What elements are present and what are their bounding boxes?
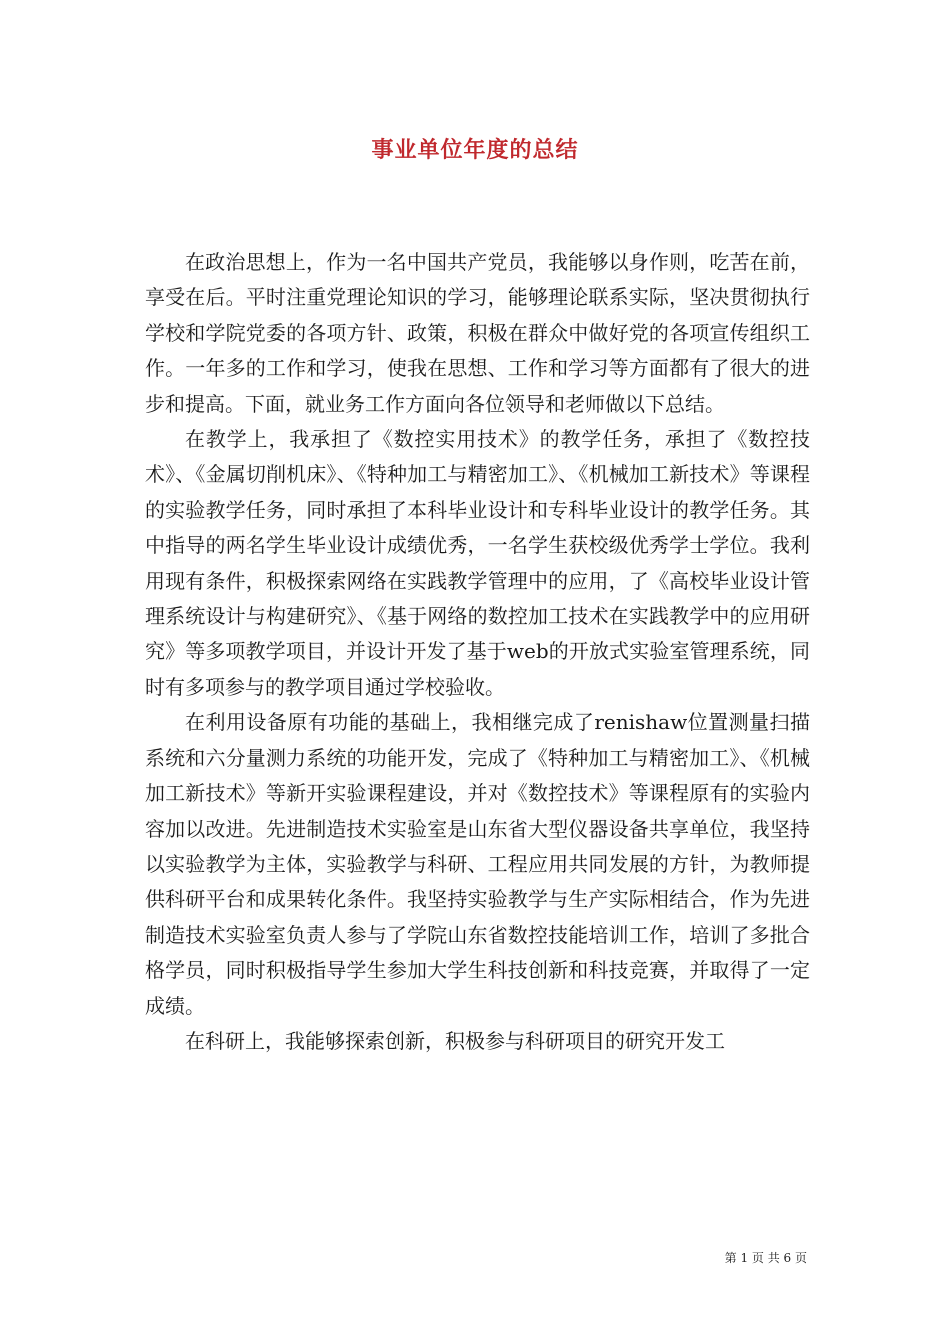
paragraph-teaching: 在教学上，我承担了《数控实用技术》的教学任务，承担了《数控技术》、《金属切削机床》、《特种加工与精密加工》、《机械加工新技术》等课程的实验教学任务，同时承担了本科毕业设计和专科毕业设计的教学任务。其中指导的两名学生毕业设计成绩优秀，一名学生获校级优秀学士学位。我利用现有条件，积极探索网络在实践教学管理中的应用，了《高校毕业设计管理系统设计与构建研究》、《基于网络的数控加工技术在实践教学中的应用研究》等多项教学项目，并设计开发了基于web的开放式实验室管理系统，同时有多项参与的教学项目通过学校验收。: [145, 427, 810, 699]
paragraph-research: 在科研上，我能够探索创新，积极参与科研项目的研究开发工: [185, 1028, 725, 1053]
document-body: [145, 245, 810, 1059]
paragraph-lab-development: 在利用设备原有功能的基础上，我相继完成了renishaw位置测量扫描系统和六分量测力系统的功能开发，完成了《特种加工与精密加工》、《机械加工新技术》等新开实验课程建设，并对《数控技术》等课程原有的实验内容加以改进。先进制造技术实验室是山东省大型仪器设备共享单位，我坚持以实验教学为主体，实验教学与科研、工程应用共同发展的方针，为教师提供科研平台和成果转化条件。我坚持实验教学与生产实际相结合，作为先进制造技术实验室负责人参与了学院山东省数控技能培训工作，培训了多批合格学员，同时积极指导学生参加大学生科技创新和科技竞赛，并取得了一定成绩。: [145, 710, 810, 1018]
page-number: 第 1 页 共 6 页: [724, 1251, 807, 1265]
document-title: 事业单位年度的总结: [371, 137, 579, 163]
paragraph-politics: 在政治思想上，作为一名中国共产党员，我能够以身作则，吃苦在前，享受在后。平时注重党理论知识的学习，能够理论联系实际，坚决贯彻执行学校和学院党委的各项方针、政策，积极在群众中做好党的各项宣传组织工作。一年多的工作和学习，使我在思想、工作和学习等方面都有了很大的进步和提高。下面，就业务工作方面向各位领导和老师做以下总结。: [145, 250, 810, 416]
